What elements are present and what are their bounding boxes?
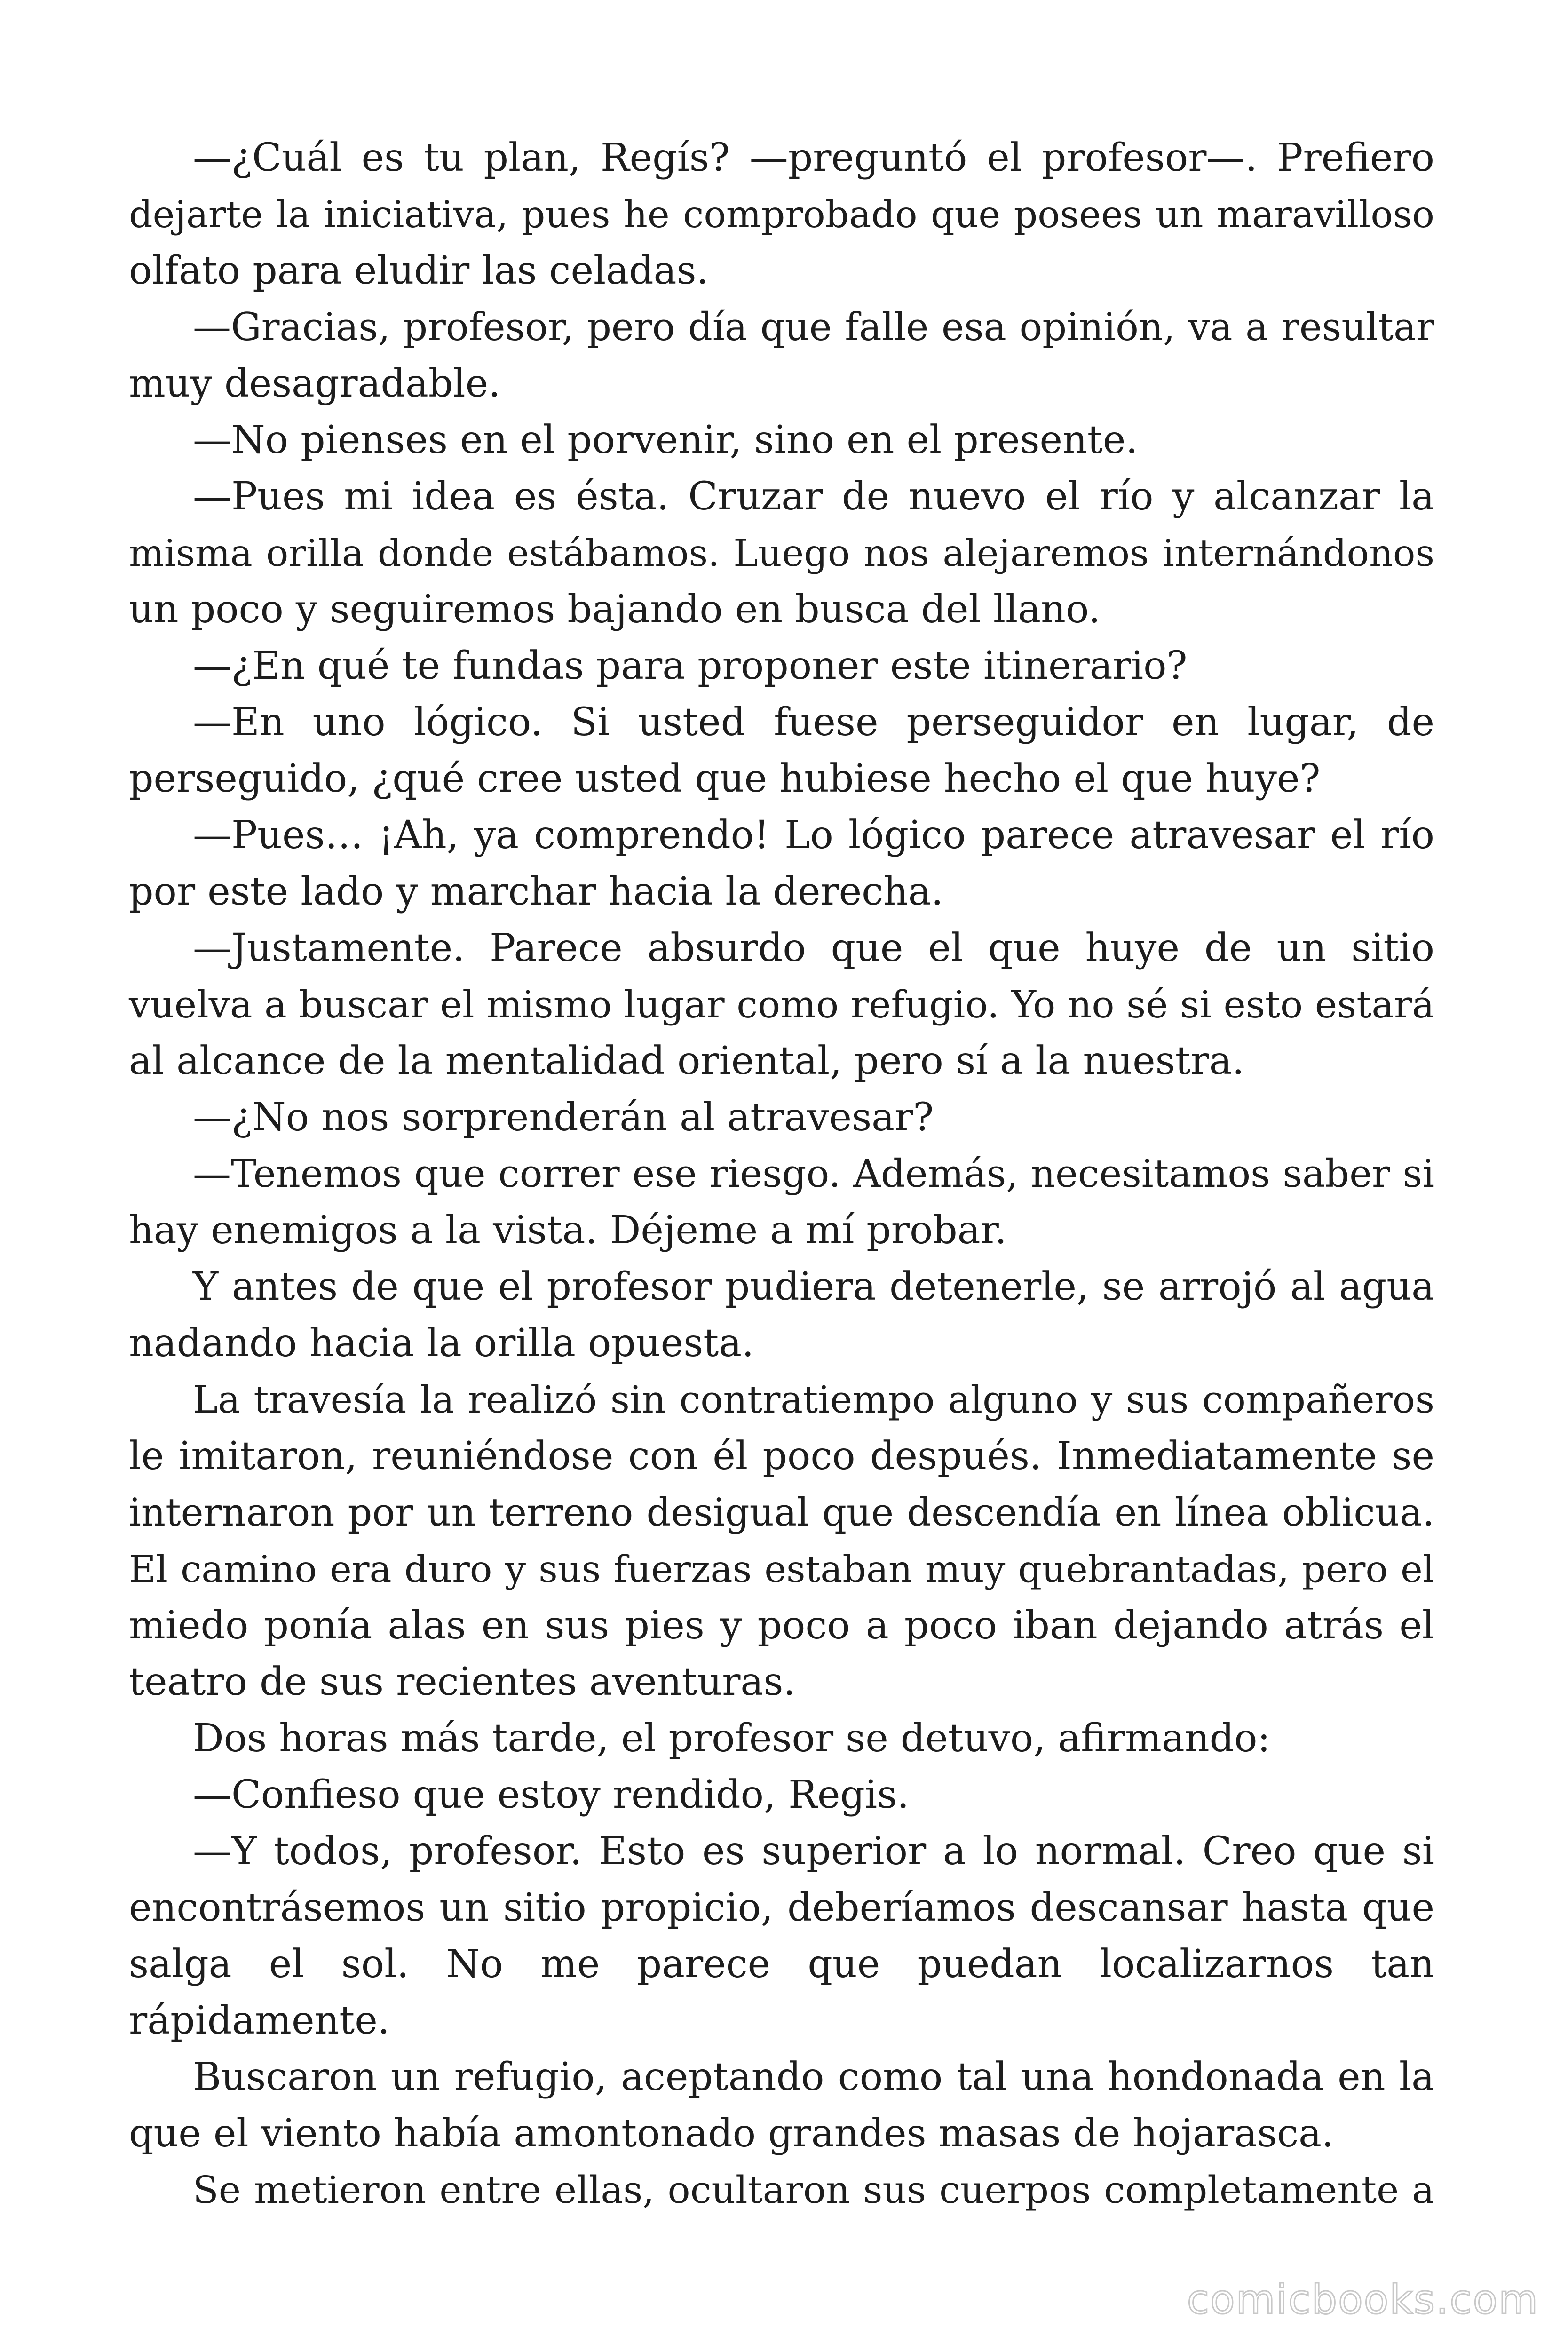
text-line: Se metieron entre ellas, ocultaron sus cuerpos completamente a	[193, 2168, 1434, 2212]
text-line: —Tenemos que correr ese riesgo. Además, necesitamos saber si	[193, 1152, 1434, 1196]
text-line: El camino era duro y sus fuerzas estaban muy quebrantadas, pero el	[129, 1548, 1434, 1591]
text-line: —No pienses en el porvenir, sino en el presente.	[193, 418, 1138, 462]
text-line: olfato para eludir las celadas.	[129, 248, 709, 293]
text-line: encontrásemos un sitio propicio, deberíamos descansar hasta que	[129, 1885, 1434, 1930]
text-line: perseguido, ¿qué cree usted que hubiese hecho el que huye?	[129, 756, 1321, 801]
text-line: internaron por un terreno desigual que descendía en línea oblicua.	[129, 1491, 1434, 1535]
text-line: —Gracias, profesor, pero día que falle esa opinión, va a resultar	[193, 305, 1434, 350]
text-line: —Y todos, profesor. Esto es superior a lo normal. Creo que si	[193, 1829, 1434, 1874]
text-line: por este lado y marchar hacia la derecha.	[129, 869, 943, 914]
text-line: —¿En qué te fundas para proponer este itinerario?	[193, 644, 1188, 688]
text-line: al alcance de la mentalidad oriental, pero sí a la nuestra.	[129, 1039, 1244, 1083]
text-line: hay enemigos a la vista. Déjeme a mí probar.	[129, 1208, 1007, 1253]
text-line: vuelva a buscar el mismo lugar como refugio. Yo no sé si esto estará	[129, 983, 1434, 1026]
text-line: rápidamente.	[129, 1998, 390, 2043]
text-line: muy desagradable.	[129, 361, 501, 406]
text-line: misma orilla donde estábamos. Luego nos alejaremos internándonos	[129, 532, 1434, 575]
text-line: teatro de sus recientes aventuras.	[129, 1660, 796, 1704]
text-line: le imitaron, reuniéndose con él poco después. Inmediatamente se	[129, 1434, 1434, 1478]
text-line: Buscaron un refugio, aceptando como tal una hondonada en la	[193, 2055, 1434, 2099]
text-line: La travesía la realizó sin contratiempo alguno y sus compañeros	[193, 1378, 1434, 1422]
text-line: miedo ponía alas en sus pies y poco a poco iban dejando atrás el	[129, 1603, 1434, 1648]
text-line: salga el sol. No me parece que puedan localizarnos tan	[129, 1942, 1434, 1986]
text-line: que el viento había amontonado grandes masas de hojarasca.	[129, 2111, 1334, 2156]
text-line: Dos horas más tarde, el profesor se detuvo, afirmando:	[193, 1716, 1271, 1761]
text-line: —Pues… ¡Ah, ya comprendo! Lo lógico parece atravesar el río	[193, 813, 1434, 858]
watermark: comicbooks.com	[1187, 2276, 1539, 2323]
text-line: —Pues mi idea es ésta. Cruzar de nuevo el río y alcanzar la	[193, 474, 1434, 519]
text-line: dejarte la iniciativa, pues he comprobado que posees un maravilloso	[129, 193, 1434, 236]
text-line: —¿Cuál es tu plan, Regís? —preguntó el profesor—. Prefiero	[193, 135, 1434, 180]
text-line: —En uno lógico. Si usted fuese perseguidor en lugar, de	[193, 700, 1434, 745]
text-line: Y antes de que el profesor pudiera detenerle, se arrojó al agua	[193, 1264, 1434, 1309]
text-line: nadando hacia la orilla opuesta.	[129, 1321, 754, 1366]
text-line: un poco y seguiremos bajando en busca del llano.	[129, 587, 1101, 632]
text-line: —¿No nos sorprenderán al atravesar?	[193, 1095, 934, 1140]
text-line: —Confieso que estoy rendido, Regis.	[193, 1772, 910, 1817]
text-line: —Justamente. Parece absurdo que el que huye de un sitio	[193, 926, 1434, 970]
